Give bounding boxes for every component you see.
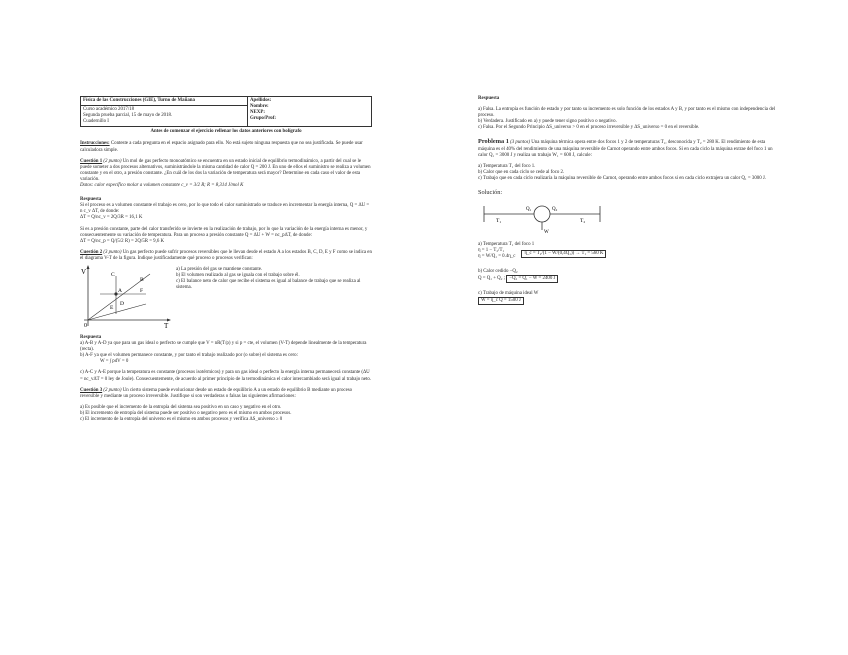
q3-answer-title: Respuesta bbox=[478, 96, 500, 101]
q1-answer-line-4: ΔT = Q/nc_p = Q/(5/2 R) = 2Q/5R = 9,6 K bbox=[80, 238, 165, 244]
q2-text: Un gas perfecto puede sufrir procesos reversibles que le llevan desde el estado A a los estados B, C, D, E y F como se indica en el diagrama V-T de la figura. Indique justificadamente qué proceso o procesos verifican: bbox=[80, 249, 372, 261]
question-1 bbox=[80, 159, 372, 183]
q2-item-a: a) La presión del gas se mantiene constante. bbox=[176, 266, 263, 272]
field-grupo: Grupo/Prof: bbox=[250, 116, 276, 122]
exam-model: Cuadernillo I bbox=[83, 119, 109, 125]
q1-label: Cuestión 1 bbox=[80, 158, 103, 164]
question-3 bbox=[80, 388, 372, 400]
sol-c-line bbox=[478, 297, 776, 305]
q1-points: (2 punto) bbox=[103, 158, 122, 164]
field-nexp: NEXP: bbox=[250, 110, 265, 116]
q1-text: Un mol de gas perfecto monoatómico se encuentra en un estado inicial de equilibrio termodinámico, a partir del cual se le puede someter a dos procesos alternativos, suministrándole la misma cantidad de calor Q = 200 J. En uno de ellos el suministro se realiza a volumen constante y en el otro, a presión constante. ¿En cuál de los dos la variación de temperatura será mayor? Determine en cada caso el valor de esta variación. bbox=[80, 158, 371, 182]
problem-1-text: Una máquina térmica opera entre dos focos 1 y 2 de temperaturas T₁, desconocida y T₂ = 280 K. El rendimiento de esta máquina es el 40% del rendimiento de una máquina reversible de Carnot operando entre ambos focos. Si en cada ciclo la máquina extrae del foco 1 un calor Q₁ = 3000 J y realiza un trabajo W₁ = 600 J, calcule: bbox=[478, 140, 773, 158]
origin-label: 0 bbox=[84, 322, 87, 329]
q3-answer-line-2: b) Verdadera. Justificado en a) y puede tener signo positivo o negativo. bbox=[478, 119, 617, 125]
field-nombre: Nombre: bbox=[250, 104, 269, 110]
course-title: Física de las Construcciones (GIE), Turno de Mañana bbox=[81, 97, 247, 106]
heat-engine-diagram bbox=[482, 200, 602, 234]
q2-integral: W = ∫ pdV = 0 bbox=[100, 359, 129, 365]
header-student-fields bbox=[248, 97, 371, 126]
q3-item-c: c) El incremento de la entropía del universo es el mismo en ambos procesos y verifica ΔS_universo ≥ 0 bbox=[80, 417, 283, 422]
instructions-text: Conteste a cada pregunta en el espacio asignado para ello. No está sujeto ninguna respuesta que no sea justificada. Se puede usar calculadora simple. bbox=[80, 141, 363, 153]
point-e-label: E bbox=[110, 304, 114, 311]
q2-answer-line-2: b) A-F ya que el volumen permanece constante, y por tanto el trabajo realizado por (o sobre) el sistema es cero: bbox=[80, 353, 298, 359]
sol-b-line bbox=[478, 275, 776, 283]
sol-b-title: b) Calor cedido −Q₂ bbox=[478, 268, 518, 274]
sol-b-boxed: −Q₂ = Q₁ − W = 2400 J bbox=[506, 275, 558, 283]
q2-points: (3 punto) bbox=[103, 249, 122, 255]
q3-item-b: b) El incremento de entropía del sistema puede ser positivo o negativo pero es el mismo en ambos procesos. bbox=[80, 410, 292, 416]
q2-item-c: c) El balance neto de calor que recibe el sistema es igual al balance de trabajo que se realiza al sistema. bbox=[176, 279, 361, 291]
sol-a-equations bbox=[478, 248, 776, 260]
problem-1-points: (3 puntos) bbox=[510, 140, 531, 146]
sol-c-boxed: W = η_c Q = 1500 J bbox=[478, 297, 524, 305]
q2-answer-line-1: a) A-B y A-D ya que para un gas ideal o perfecto se cumple que V = nR(T/p) y si p = cte, el volumen (V-T) depende linealmente de la temperatura (recta). bbox=[80, 341, 367, 353]
q1-answer-line-1: Si el proceso es a volumen constante el trabajo es cero, por lo que todo el calor suministrado se traduce en incrementar la energía interna, Q = ΔU = n c_v ΔT, de donde: bbox=[80, 203, 370, 215]
problem-1-item-a: a) Temperatura T₁ del foco 1. bbox=[478, 163, 536, 169]
w-diagram-label: W bbox=[544, 230, 549, 235]
q2-items bbox=[172, 264, 372, 330]
problem-1 bbox=[478, 139, 776, 158]
vt-diagram bbox=[80, 264, 172, 330]
point-d-label: D bbox=[120, 300, 124, 307]
q3-item-a: a) Es posible que el incremento de la entropía del sistema sea positivo en un caso y negativo en el otro. bbox=[80, 404, 282, 410]
axis-v-label: V bbox=[80, 267, 86, 276]
right-column bbox=[478, 96, 776, 305]
q1-answer-line-3: Si es a presión constante, parte del calor transferido se invierte en la realización de trabajo, por lo que la variación de la energía interna es menor, y consecuentemente su variación de temperatura. Para un proceso a presión constante Q = ΔU + W = nc_pΔT, de donde: bbox=[80, 226, 368, 238]
t1-label: T₁ bbox=[496, 218, 502, 225]
instructions-label: Instrucciones: bbox=[80, 141, 110, 147]
q1-answer-line-2: ΔT = Q/nc_v = 2Q/3R = 16,1 K bbox=[80, 215, 143, 221]
left-column bbox=[80, 96, 372, 423]
q3-answer-line-1: a) Falsa. La entropía es función de estado y por tanto su incremento es solo función de los estados A y B, y por tanto es el mismo con independencia del proceso. bbox=[478, 107, 776, 119]
q2-answer-line-3: c) A-C y A-E porque la temperatura es constante (procesos isotérmicos) y para un gas ideal o perfecto la energía interna permanecerá constante (ΔU = nc_vΔT = 0 ley de Joule). Consecuentemente, de acuerdo al primer principio de la termodinámica el calor intercambiado será igual al trabajo neto. bbox=[80, 370, 372, 382]
v-axis-arrow bbox=[87, 265, 90, 269]
header-course-info bbox=[81, 97, 248, 126]
sol-a-title: a) Temperatura T₁ del foco 1 bbox=[478, 242, 535, 248]
sol-a-eq1: η = 1 − T₂/T₁ bbox=[478, 248, 505, 254]
q2-figure-block bbox=[80, 264, 372, 330]
sol-a-left-eqs bbox=[478, 248, 515, 260]
problem-1-item-b: b) Calor que en cada ciclo se cede al foco 2. bbox=[478, 169, 565, 175]
sol-b-eq: Q = Q₁ + Q₂ ; bbox=[478, 275, 505, 281]
warning-text: Antes de comenzar el ejercicio rellenar los datos anteriores con bolígrafo bbox=[150, 129, 302, 135]
q1-answer-title: Respuesta bbox=[80, 197, 102, 203]
q2-label: Cuestión 2 bbox=[80, 249, 103, 255]
q2-answer-title: Respuesta bbox=[80, 334, 102, 340]
point-c-label: C bbox=[111, 271, 115, 278]
engine-circle bbox=[534, 206, 550, 222]
q1-diagram-label: Q₁ bbox=[526, 207, 532, 213]
point-a-label: A bbox=[118, 287, 122, 294]
q2-item-b: b) El volumen realizado al gas se iguala con el trabajo sobre él. bbox=[176, 273, 300, 279]
solution-title: Solución: bbox=[478, 189, 503, 197]
point-f-label: F bbox=[140, 287, 144, 294]
header-box bbox=[80, 96, 372, 127]
q2-diagram-label: Q₂ bbox=[552, 207, 558, 213]
q3-text: Un cierto sistema puede evolucionar desde un estado de equilibrio A a un estado de equilibrio B mediante un proceso reversible y mediante un proceso irreversible. Justifique si son verdaderas o falsas las siguientes afirmaciones: bbox=[80, 387, 353, 399]
t2-label: T₂ bbox=[580, 218, 586, 225]
q3-answer-line-3: c) Falsa. Por el Segundo Principio ΔS_universo > 0 en el proceso irreversible y ΔS_universo = 0 en el reversible. bbox=[478, 125, 700, 131]
axis-t-label: T bbox=[164, 321, 169, 330]
academic-year: Curso académico 2017/18 bbox=[83, 107, 135, 113]
sol-a-eq2: η = W/Q₁ = 0.4η_c bbox=[478, 254, 516, 260]
problem-1-label: Problema 1 bbox=[478, 138, 509, 146]
q3-label: Cuestión 3 bbox=[80, 387, 103, 393]
line-ad bbox=[88, 304, 146, 320]
sol-a-boxed: η_c = T₂/(1 − W/(0,4Q₁)) → T₁ = 560 K bbox=[521, 250, 606, 258]
problem-1-item-c: c) Trabajo que en cada ciclo realizaría la máquina reversible de Carnot, operando entre ambos focos si en cada ciclo extrajera un calor Q₁ = 3000 J. bbox=[478, 175, 767, 181]
sol-c-title: c) Trabajo de máquina ideal W bbox=[478, 290, 539, 296]
q3-points: (2 punto) bbox=[103, 387, 122, 393]
q1-data: Datos: calor específico molar a volumen constante c_v = 3/2 R; R = 8,314 J/mol K bbox=[80, 183, 244, 189]
point-b-label: B bbox=[140, 276, 144, 283]
field-apellidos: Apellidos: bbox=[250, 98, 272, 103]
question-2 bbox=[80, 250, 372, 262]
instructions bbox=[80, 141, 372, 153]
exam-date: Segunda prueba parcial, 15 de mayo de 2018. bbox=[83, 113, 173, 119]
